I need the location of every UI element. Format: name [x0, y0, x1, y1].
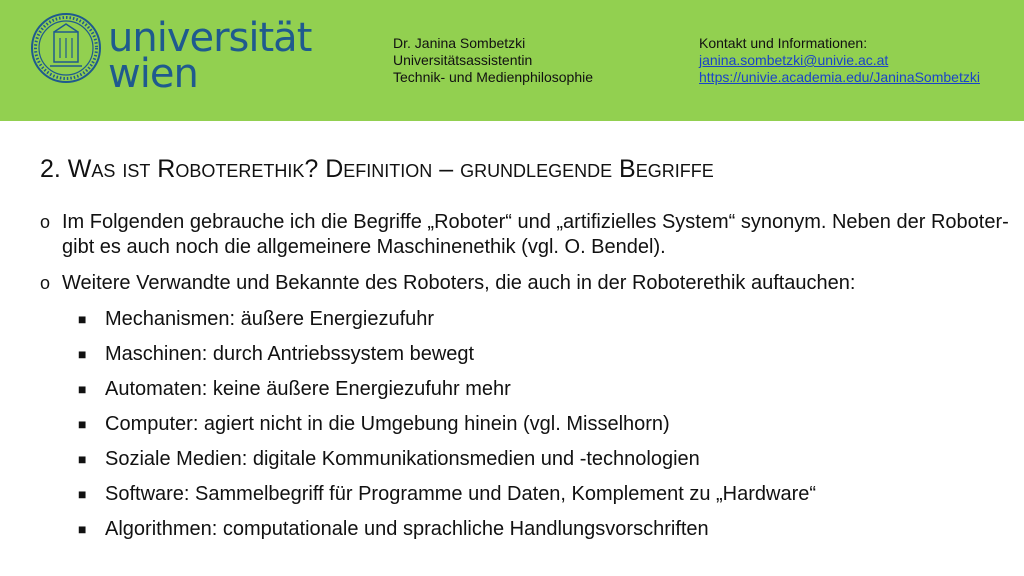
square-bullet-icon: ■	[78, 521, 87, 537]
contact-info	[699, 35, 980, 86]
subbullet-text: Mechanismen: äußere Energiezufuhr	[105, 308, 435, 330]
author-field: Technik- und Medienphilosophie	[393, 69, 594, 85]
email-link[interactable]: janina.sombetzki@univie.ac.at	[699, 52, 889, 68]
bullet-text: Im Folgenden gebrauche ich die Begriffe „Roboter“ und „artifizielles System“ synonym. Neben der Roboter- gibt es auch noch die allgemeinere Maschinenethik (vgl. O. Bendel).	[62, 211, 1009, 258]
academia-link[interactable]: https://univie.academia.edu/JaninaSombetzki	[699, 69, 980, 85]
subbullet-item	[40, 377, 1010, 402]
square-bullet-icon: ■	[78, 486, 87, 502]
slide-title: 2. Was ist Roboterethik? Definition – grundlegende Begriffe	[40, 155, 714, 183]
bullet-circle-icon: o	[40, 212, 51, 232]
slide-content	[40, 210, 1010, 552]
header-banner	[0, 0, 1024, 121]
author-role: Universitätsassistentin	[393, 52, 533, 68]
subbullet-item	[40, 412, 1010, 437]
author-info	[393, 35, 593, 86]
subbullet-item	[40, 482, 1010, 507]
subbullet-text: Computer: agiert nicht in die Umgebung hinein (vgl. Misselhorn)	[105, 413, 670, 435]
subbullet-item	[40, 517, 1010, 542]
subbullet-text: Software: Sammelbegriff für Programme und Daten, Komplement zu „Hardware“	[105, 483, 817, 505]
author-name: Dr. Janina Sombetzki	[393, 35, 526, 51]
square-bullet-icon: ■	[78, 311, 87, 327]
subbullet-item	[40, 307, 1010, 332]
subbullet-item	[40, 342, 1010, 367]
subbullet-item	[40, 447, 1010, 472]
logo-line-1: universität	[108, 15, 312, 61]
square-bullet-icon: ■	[78, 451, 87, 467]
square-bullet-icon: ■	[78, 416, 87, 432]
subbullet-text: Automaten: keine äußere Energiezufuhr mehr	[105, 378, 511, 400]
bullet-circle-icon: o	[40, 273, 51, 293]
logo-line-2: wien	[108, 51, 198, 97]
square-bullet-icon: ■	[78, 381, 87, 397]
subbullet-text: Soziale Medien: digitale Kommunikationsmedien und -technologien	[105, 448, 700, 470]
university-seal-icon	[30, 12, 102, 84]
bullet-text: Weitere Verwandte und Bekannte des Roboters, die auch in der Roboterethik auftauchen:	[62, 272, 856, 294]
contact-heading: Kontakt und Informationen:	[699, 35, 868, 51]
bullet-item	[40, 210, 1010, 260]
square-bullet-icon: ■	[78, 346, 87, 362]
subbullet-text: Algorithmen: computationale und sprachliche Handlungsvorschriften	[105, 518, 709, 540]
subbullet-text: Maschinen: durch Antriebssystem bewegt	[105, 343, 475, 365]
bullet-item	[40, 271, 1010, 296]
